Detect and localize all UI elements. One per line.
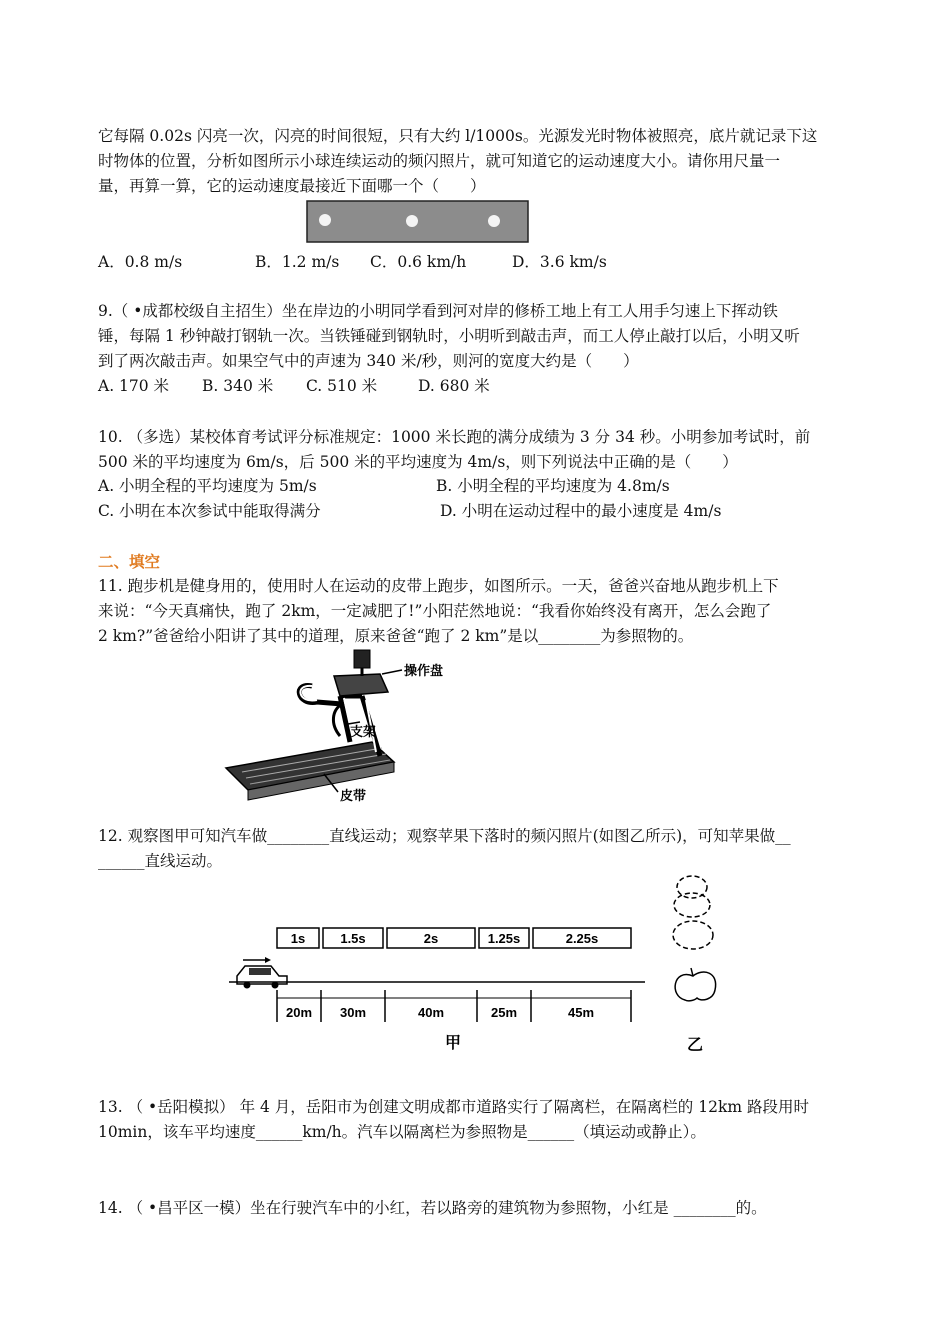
time-label-4: 1.25s: [487, 931, 521, 946]
q13-line-2: 10min，该车平均速度______km/h。汽车以隔离栏为参照物是______（填运动或静止）。: [98, 1123, 706, 1141]
q8-line-3: 量，再算一算，它的运动速度最接近下面哪一个（ ）: [98, 177, 486, 195]
q9-line-3: 到了两次敲击声。如果空气中的声速为 340 米/秒，则河的宽度大约是（ ）: [98, 352, 639, 370]
q10-option-b: B. 小明全程的平均速度为 4.8m/s: [436, 477, 670, 495]
distance-label-5: 45m: [567, 1005, 595, 1020]
q14-line-1: 14. （ •昌平区一模）坐在行驶汽车中的小红，若以路旁的建筑物为参照物，小红是 ________的。: [98, 1199, 767, 1217]
figure-label-b: 乙: [686, 1037, 704, 1054]
q8-line-2: 时物体的位置，分析如图所示小球连续运动的频闪照片，就可知道它的运动速度大小。请你用尺量一: [98, 152, 781, 170]
q10-line-1: 10. （多选）某校体育考试评分标准规定：1000 米长跑的满分成绩为 3 分 34 秒。小明参加考试时，前: [98, 428, 811, 446]
q8-option-c: C．0.6 km/h: [370, 253, 467, 271]
q9-option-b: B. 340 米: [202, 377, 274, 395]
q9-option-d: D. 680 米: [418, 377, 490, 395]
q13-line-1: 13. （ •岳阳模拟） 年 4 月，岳阳市为创建文明成都市道路实行了隔离栏，在隔离栏的 12km 路段用时: [98, 1098, 809, 1116]
distance-label-2: 30m: [339, 1005, 367, 1020]
q12-line-1: 12. 观察图甲可知汽车做________直线运动；观察苹果下落时的频闪照片(如图乙所示)，可知苹果做__: [98, 827, 791, 845]
time-label-1: 1s: [290, 931, 306, 946]
ball-2: [406, 215, 418, 227]
q8-option-d: D．3.6 km/s: [512, 253, 607, 271]
strobe-photo-figure: [306, 200, 530, 248]
q11-line-1: 11. 跑步机是健身用的，使用时人在运动的皮带上跑步，如图所示。一天，爸爸兴奋地从跑步机上下: [98, 577, 779, 595]
time-label-5: 2.25s: [565, 931, 599, 946]
section-title: 二、填空: [98, 552, 161, 571]
label-frame: 支架: [350, 724, 377, 739]
q11-line-2: 来说：“今天真痛快，跑了 2km，一定减肥了!”小阳茫然地说：“我看你始终没有离开，怎么会跑了: [98, 602, 772, 620]
label-console: 操作盘: [404, 663, 444, 678]
q10-option-d: D. 小明在运动过程中的最小速度是 4m/s: [440, 502, 722, 520]
distance-label-3: 40m: [417, 1005, 445, 1020]
q10-option-a: A. 小明全程的平均速度为 5m/s: [98, 477, 317, 495]
q8-option-a: A．0.8 m/s: [98, 253, 183, 271]
q9-option-c: C. 510 米: [306, 377, 378, 395]
q9-option-a: A. 170 米: [98, 377, 170, 395]
q10-line-2: 500 米的平均速度为 6m/s，后 500 米的平均速度为 4m/s，则下列说法中正确的是（ ）: [98, 453, 738, 471]
time-label-3: 2s: [423, 931, 439, 946]
q10-option-c: C. 小明在本次参试中能取得满分: [98, 502, 321, 520]
distance-label-4: 25m: [490, 1005, 518, 1020]
q8-option-b: B．1.2 m/s: [255, 253, 340, 271]
q9-line-2: 锤，每隔 1 秒钟敲打钢轨一次。当铁锤碰到钢轨时，小明听到敲击声，而工人停止敲打以后，小明又听: [98, 327, 800, 345]
car-apple-figure: [225, 872, 725, 1066]
ball-3: [488, 215, 500, 227]
q8-line-1: 它每隔 0.02s 闪亮一次，闪亮的时间很短，只有大约 l/1000s。光源发光时物体被照亮，底片就记录下这: [98, 127, 818, 145]
q11-line-3: 2 km?”爸爸给小阳讲了其中的道理，原来爸爸“跑了 2 km”是以________为参照物的。: [98, 627, 694, 645]
distance-label-1: 20m: [285, 1005, 313, 1020]
q12-line-2: ______直线运动。: [98, 852, 223, 870]
treadmill-figure: [222, 644, 462, 813]
q9-line-1: 9.（ •成都校级自主招生）坐在岸边的小明同学看到河对岸的修桥工地上有工人用手匀速上下挥动铁: [98, 302, 778, 320]
ball-1: [319, 214, 331, 226]
label-belt: 皮带: [340, 788, 367, 803]
figure-label-a: 甲: [444, 1035, 462, 1052]
time-label-2: 1.5s: [340, 931, 366, 946]
